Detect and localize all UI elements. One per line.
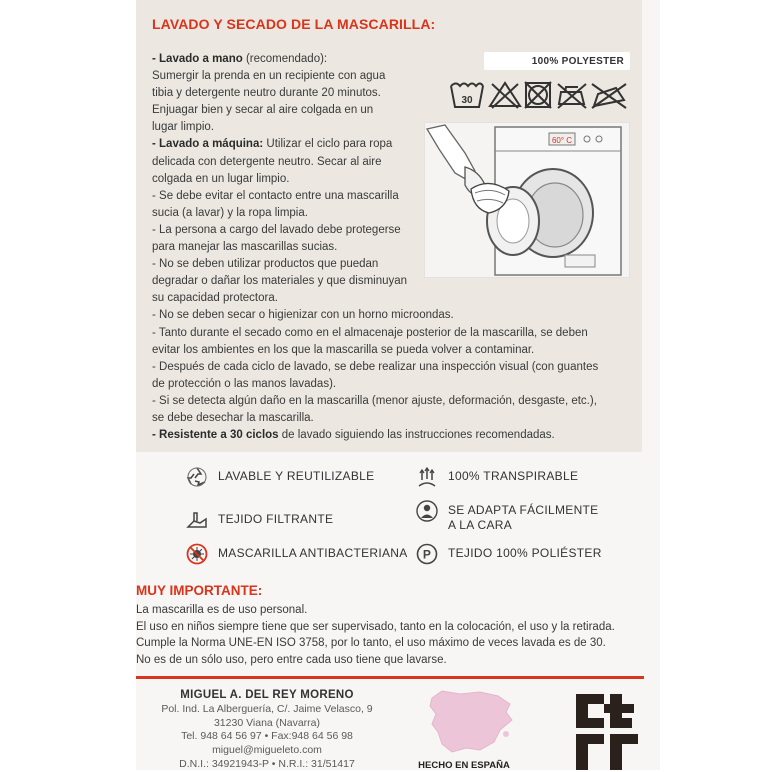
company-name: MIGUEL A. DEL REY MORENO: [180, 689, 354, 701]
instruction-line: - Se debe evitar el contacto entre una mascarilla: [152, 189, 399, 202]
antibacterial-icon: [186, 543, 208, 565]
feature-filter: [186, 509, 333, 531]
instruction-line: - Después de cada ciclo de lavado, se debe realizar una inspección visual (con guantes: [152, 360, 599, 373]
instruction-line: colgada en un lugar limpio.: [152, 172, 290, 185]
instruction-line: - No se deben secar o higienizar con un horno microondas.: [152, 309, 454, 322]
company-address: Pol. Ind. La Alberguería, C/. Jaime Velasco, 9: [161, 702, 373, 715]
washer-display: 60° C: [551, 136, 573, 145]
wash-30-icon: [451, 84, 483, 108]
instruction-line: - Resistente a 30 ciclos de lavado siguiendo las instrucciones recomendadas.: [152, 429, 555, 442]
svg-text:30: 30: [461, 95, 473, 106]
instruction-line: Sumergir la prenda en un recipiente con agua: [152, 70, 386, 83]
important-title: MUY IMPORTANTE:: [136, 583, 263, 598]
no-iron-icon: [558, 84, 586, 108]
important-notes: [136, 602, 656, 668]
feature-label: LAVABLE Y REUTILIZABLE: [218, 469, 375, 483]
instruction-line: para manejar las mascarillas sucias.: [152, 241, 338, 254]
feature-polyester: [416, 543, 602, 565]
washing-machine-icon: [487, 127, 621, 275]
panel-title: LAVADO Y SECADO DE LA MASCARILLA:: [152, 16, 436, 32]
instruction-line: lugar limpio.: [152, 121, 214, 134]
important-line: La mascarilla es de uso personal.: [136, 604, 308, 616]
no-dry-clean-icon: [592, 84, 626, 108]
feature-breathable: [416, 466, 578, 488]
company-city: 31230 Viana (Navarra): [213, 716, 321, 729]
instruction-line: degradar o dañar los materiales y que disminuyan: [152, 275, 408, 288]
brand-logo-icon: [574, 690, 646, 770]
instruction-line: delicada con detergente neutro. Secar al aire: [152, 155, 382, 168]
company-info: [152, 689, 382, 772]
recycle-icon: [186, 466, 208, 488]
instruction-line: - Si se detecta algún daño en la mascarilla (menor ajuste, deformación, desgaste, etc.),: [152, 394, 597, 407]
instruction-line: Enjuagar bien y secar al aire colgada en un: [152, 104, 374, 117]
instruction-line: - Lavado a máquina: Utilizar el ciclo para ropa: [152, 138, 393, 151]
company-phone: Tel. 948 64 56 97 • Fax:948 64 56 98: [181, 730, 353, 743]
instruction-line: de protección o las manos lavadas).: [152, 377, 337, 390]
made-in-label: HECHO EN ESPAÑA: [418, 760, 510, 771]
instruction-line: - La persona a cargo del lavado debe protegerse: [152, 223, 401, 236]
feature-label: TEJIDO 100% POLIÉSTER: [448, 546, 602, 560]
no-bleach-icon: [490, 83, 520, 108]
instruction-line: tibia y detergente neutro durante 20 minutos.: [152, 87, 381, 100]
no-tumble-dry-icon: [525, 82, 551, 108]
instruction-line: sucia (a lavar) y la ropa limpia.: [152, 206, 308, 219]
feature-label: MASCARILLA ANTIBACTERIANA: [218, 546, 408, 560]
important-line: No es de un sólo uso, pero entre cada uso tiene que lavarse.: [136, 653, 447, 666]
spain-map-icon: [428, 688, 514, 756]
filter-hand-icon: [186, 509, 208, 531]
feature-label: SE ADAPTA FÁCILMENTE: [448, 503, 599, 517]
company-email: miguel@migueleto.com: [212, 744, 322, 757]
svg-text:P: P: [422, 547, 432, 562]
face-fit-icon: [416, 500, 438, 522]
important-line: Cumple la Norma UNE-EN ISO 3758, por lo tanto, el uso máximo de veces lavada es de 30.: [136, 637, 606, 650]
polyester-p-icon: [416, 543, 438, 565]
fabric-label: 100% POLYESTER: [484, 52, 630, 70]
feature-antibacterial: [186, 543, 408, 565]
care-symbols: [448, 78, 632, 112]
instruction-line: - Lavado a mano (recomendado):: [152, 53, 328, 65]
feature-label-second-line: A LA CARA: [448, 518, 513, 532]
washing-machine-illustration: [424, 122, 630, 278]
instruction-line: - No se deben utilizar productos que puedan: [152, 258, 379, 271]
feature-label: TEJIDO FILTRANTE: [218, 512, 334, 526]
instruction-line: se debe desechar la mascarilla.: [152, 411, 314, 424]
section-divider: [136, 676, 644, 679]
instruction-line: - Tanto durante el secado como en el almacenaje posterior de la mascarilla, se deben: [152, 326, 588, 339]
breathable-icon: [416, 466, 438, 488]
company-ids: D.N.I.: 34921943-P • N.R.I.: 31/51417: [179, 757, 355, 770]
feature-label: 100% TRANSPIRABLE: [448, 469, 579, 483]
instruction-line: evitar los ambientes en los que la mascarilla se pueda volver a contaminar.: [152, 343, 535, 356]
instruction-line: su capacidad protectora.: [152, 292, 278, 305]
important-line: El uso en niños siempre tiene que ser supervisado, tanto en la colocación, el uso y la retirada.: [136, 620, 615, 633]
feature-face-fit: [416, 500, 598, 533]
feature-washable: [186, 466, 374, 488]
